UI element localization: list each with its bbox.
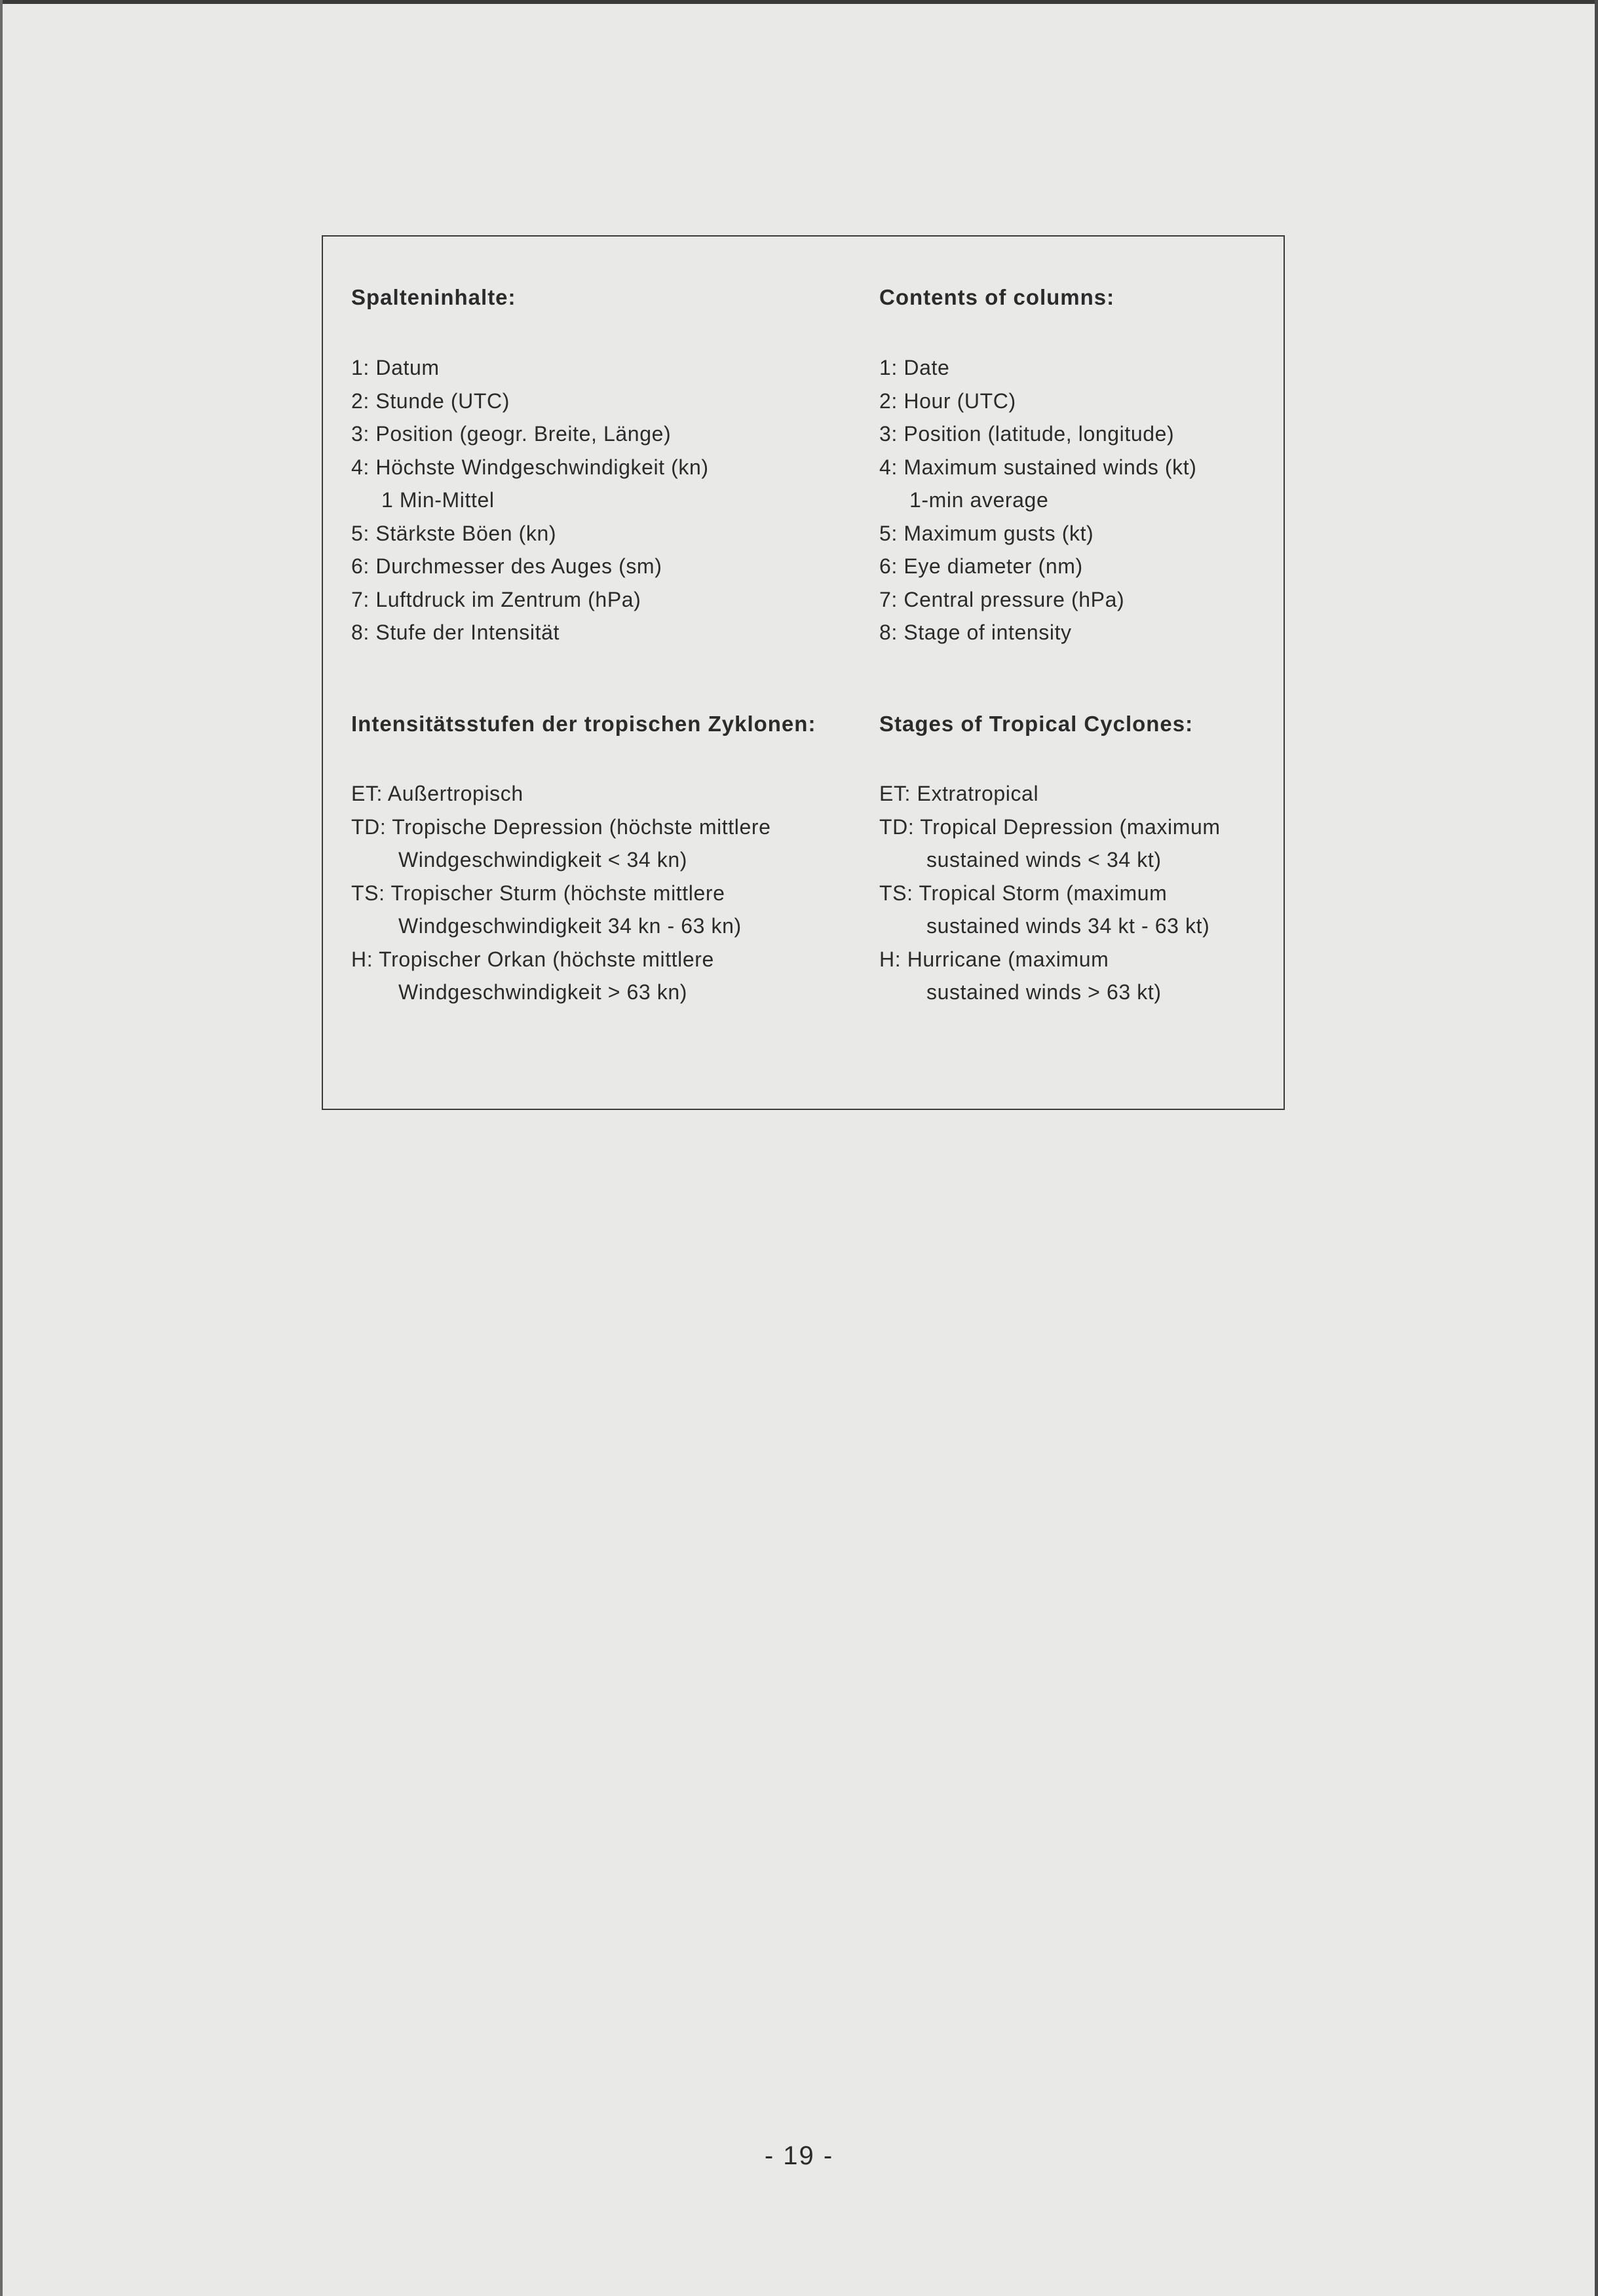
- scan-edge-top: [0, 0, 1598, 4]
- list-item: 6: Eye diameter (nm): [879, 554, 1083, 578]
- list-item: ET: Außertropisch: [351, 782, 523, 805]
- list-item: 6: Durchmesser des Auges (sm): [351, 554, 662, 578]
- legend-box: [322, 235, 1285, 1110]
- list-item: H: Hurricane (maximum: [879, 947, 1109, 971]
- german-stages-list: [351, 777, 771, 1009]
- page-number: - 19 -: [764, 2141, 834, 2170]
- list-item-continuation: Windgeschwindigkeit > 63 kn): [398, 980, 688, 1004]
- german-columns-heading: Spalteninhalte:: [351, 285, 516, 309]
- list-item-continuation: Windgeschwindigkeit < 34 kn): [398, 848, 688, 871]
- list-item: 7: Luftdruck im Zentrum (hPa): [351, 587, 641, 611]
- english-columns-list: [879, 351, 1197, 649]
- list-item: 1: Date: [879, 356, 950, 379]
- list-item-continuation: 1-min average: [909, 488, 1049, 512]
- list-item: TD: Tropische Depression (höchste mittlere: [351, 814, 771, 839]
- german-stages-heading: Intensitätsstufen der tropischen Zyklonen:: [351, 712, 816, 736]
- english-stages-heading: Stages of Tropical Cyclones:: [879, 712, 1194, 736]
- list-item-continuation: Windgeschwindigkeit 34 kn - 63 kn): [398, 914, 742, 938]
- list-item-continuation: sustained winds 34 kt - 63 kt): [926, 914, 1210, 938]
- list-item: TS: Tropischer Sturm (höchste mittlere: [351, 881, 725, 905]
- list-item: 2: Hour (UTC): [879, 389, 1016, 413]
- list-item: TS: Tropical Storm (maximum: [879, 881, 1168, 905]
- english-columns-heading: Contents of columns:: [879, 285, 1115, 309]
- list-item: 7: Central pressure (hPa): [879, 587, 1125, 611]
- list-item: 5: Maximum gusts (kt): [879, 521, 1094, 545]
- scan-edge-right: [1595, 0, 1598, 2296]
- list-item: 8: Stage of intensity: [879, 621, 1072, 644]
- german-columns-list: [351, 351, 709, 649]
- list-item: 1: Datum: [351, 356, 440, 379]
- scan-edge-left: [0, 0, 3, 2296]
- list-item: H: Tropischer Orkan (höchste mittlere: [351, 947, 714, 971]
- list-item: TD: Tropical Depression (maximum: [879, 814, 1221, 839]
- list-item: 3: Position (geogr. Breite, Länge): [351, 422, 672, 446]
- list-item: 2: Stunde (UTC): [351, 389, 510, 413]
- english-stages-list: [879, 777, 1221, 1009]
- list-item: 3: Position (latitude, longitude): [879, 422, 1175, 446]
- list-item-continuation: sustained winds > 63 kt): [926, 980, 1162, 1004]
- list-item: 4: Höchste Windgeschwindigkeit (kn): [351, 455, 709, 479]
- list-item: 4: Maximum sustained winds (kt): [879, 455, 1197, 479]
- list-item: ET: Extratropical: [879, 782, 1039, 805]
- list-item-continuation: 1 Min-Mittel: [381, 488, 495, 512]
- list-item: 5: Stärkste Böen (kn): [351, 521, 557, 545]
- list-item-continuation: sustained winds < 34 kt): [926, 848, 1162, 871]
- list-item: 8: Stufe der Intensität: [351, 621, 560, 644]
